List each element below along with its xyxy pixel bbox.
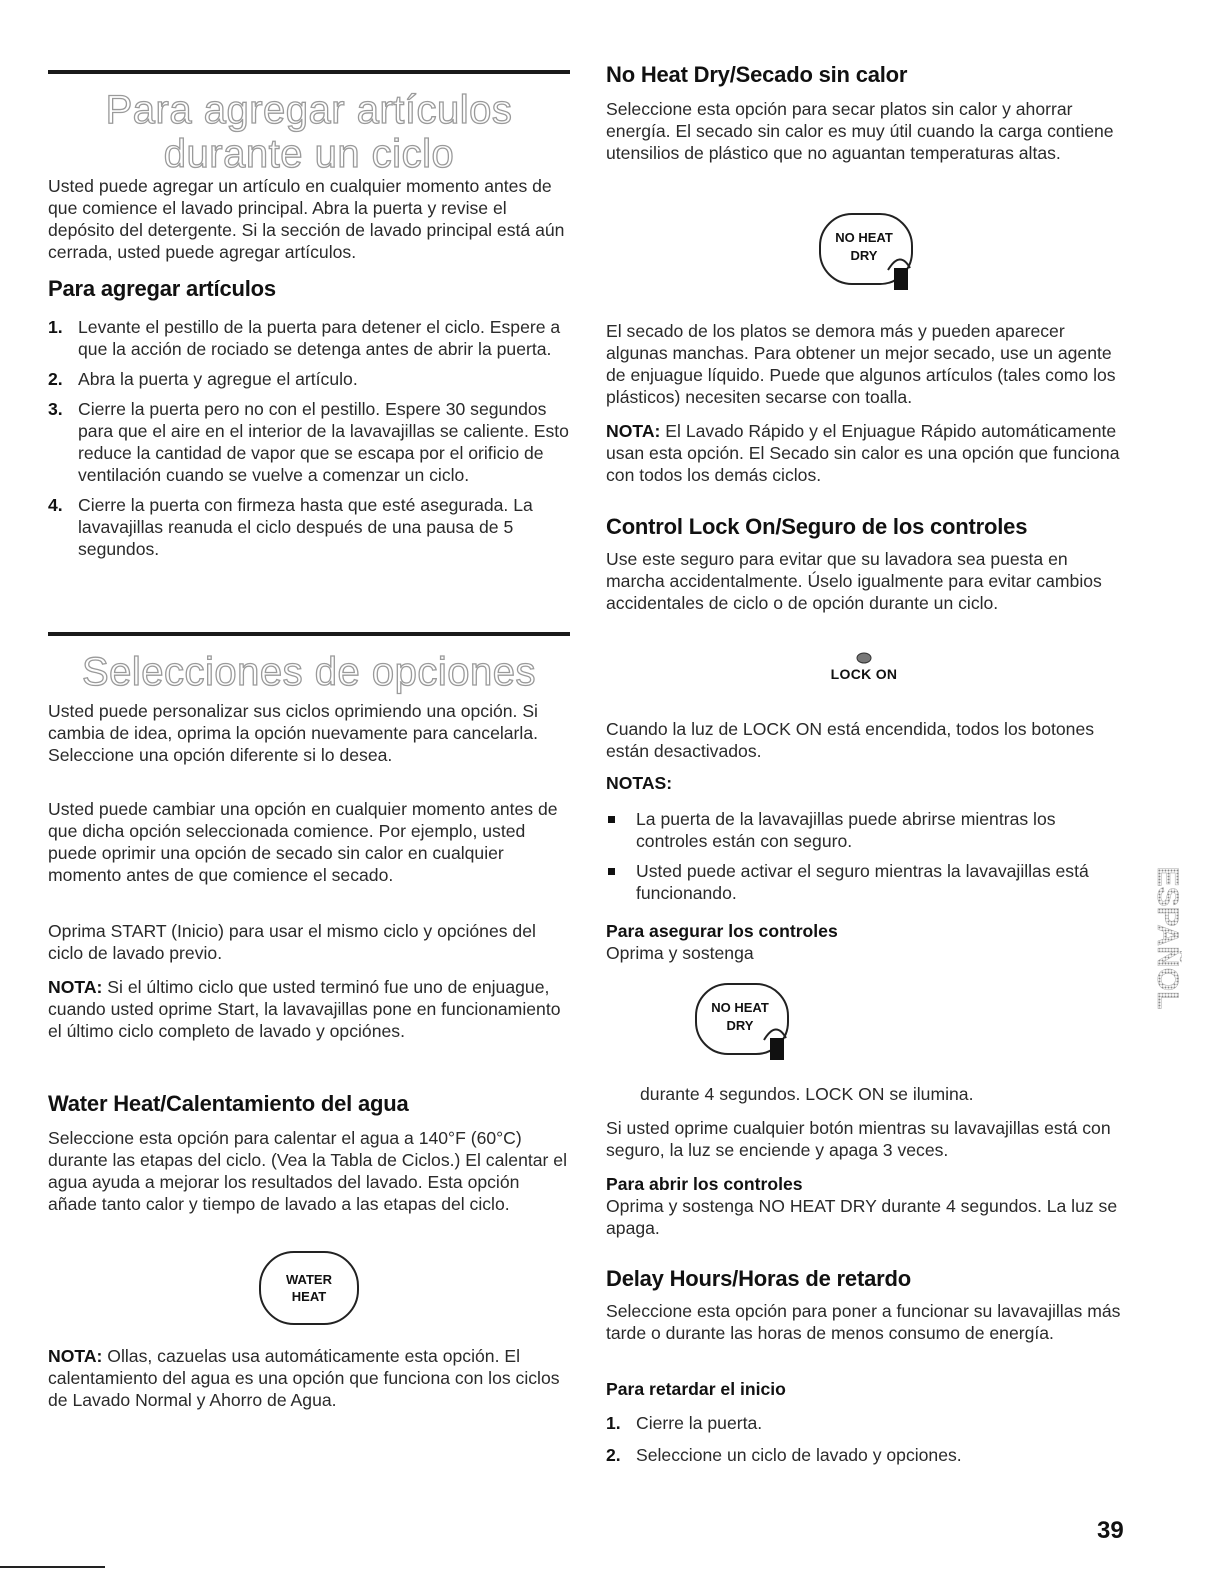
list-item [48,316,570,360]
step-text: Cierre la puerta. [636,1413,763,1433]
add-items-subheading: Para agregar artículos [48,276,276,301]
options-paragraph-2: Usted puede cambiar una opción en cualquier momento antes de que dicha opción seleccionada comience. Por ejemplo, usted puede oprimir una opción de secado sin calor en cualquier momento antes de que comience el secado. [48,799,558,885]
list-item [606,1412,1126,1434]
button-label-line: DRY [726,1018,754,1033]
bottom-edge-line [0,1566,105,1568]
note-item-text: Usted puede activar el seguro mientras la lavavajillas está funcionando. [636,861,1089,903]
delay-hours-text: Seleccione esta opción para poner a funcionar su lavavajillas más tarde o durante las horas de menos consumo de energía. [606,1301,1121,1343]
delay-steps [606,1412,1126,1466]
list-item [606,808,1126,852]
step-number: 2. [606,1445,621,1465]
list-item [48,398,570,486]
section-title-options: Selecciones de opciones [81,650,537,694]
language-side-tab [1150,818,1182,1058]
options-paragraph-3: Oprima START (Inicio) para usar el mismo ciclo y opciónes del ciclo de lavado previo. [48,921,536,963]
side-tab-label: ESPAÑOL [1151,866,1182,1010]
list-item [48,494,570,560]
lock-subheading: Para asegurar los controles [606,921,838,941]
bullet-icon [608,868,615,875]
note-text: Si el último ciclo que usted terminó fue uno de enjuague, cuando usted oprime Start, la lavavajillas pone en funcionamiento el último ciclo completo de lavado y opciónes. [48,977,561,1041]
note-label: NOTA: [48,977,103,997]
control-lock-text: Use este seguro para evitar que su lavadora sea puesta en marcha accidentalmente. Úselo igualmente para evitar cambios accidentales de ciclo o de opción durante un ciclo. [606,549,1102,613]
list-item [606,1444,1126,1466]
note-text: El Lavado Rápido y el Enjuague Rápido automáticamente usan esta opción. El Secado sin calor es una opción que funciona con todos los demás ciclos. [606,421,1120,485]
control-lock-heading: Control Lock On/Seguro de los controles [606,514,1028,539]
page-number: 39 [1097,1517,1124,1544]
list-item [48,368,570,390]
no-heat-dry-note [606,420,1126,486]
water-heat-button-icon [256,1248,362,1328]
delay-subheading: Para retardar el inicio [606,1379,786,1399]
lock-on-label: LOCK ON [830,666,898,682]
step-text: Abra la puerta y agregue el artículo. [78,369,358,389]
note-label: NOTA: [48,1346,103,1366]
lock-on-indicator [828,652,900,682]
water-heat-note [48,1345,570,1411]
lock-instruction: Oprima y sostenga [606,943,754,963]
lock-after-text: durante 4 segundos. LOCK ON se ilumina. [640,1084,974,1104]
options-paragraph-1: Usted puede personalizar sus ciclos oprimiendo una opción. Si cambia de idea, oprima la opción nuevamente para cancelarla. Seleccione una opción diferente si lo desea. [48,701,538,765]
lock-paragraph: Si usted oprime cualquier botón mientras su lavavajillas está con seguro, la luz se enciende y apaga 3 veces. [606,1118,1111,1160]
control-lock-notes [606,808,1126,904]
step-number: 1. [48,317,63,337]
button-label-line: NO HEAT [711,1000,769,1015]
step-text: Cierre la puerta pero no con el pestillo. Espere 30 segundos para que el aire en el interior de la lavavajillas se caliente. Esto reduce la cantidad de vapor que se escapa por el orificio de ventilación cuando se vuelve a comenzar un ciclo. [78,399,569,485]
button-label-line: DRY [850,248,878,263]
add-items-steps [48,316,570,560]
step-number: 3. [48,399,63,419]
section-rule [48,632,570,636]
step-text: Seleccione un ciclo de lavado y opciones. [636,1445,962,1465]
step-text: Cierre la puerta con firmeza hasta que esté asegurada. La lavavajillas reanuda el ciclo después de una pausa de 5 segundos. [78,495,533,559]
section-rule [48,70,570,74]
no-heat-dry-heading: No Heat Dry/Secado sin calor [606,62,908,87]
add-items-intro: Usted puede agregar un artículo en cualquier momento antes de que comience el lavado principal. Abra la puerta y revise el depósito del detergente. Si la sección de lavado principal está aún cerrada, usted puede agregar artículos. [48,176,565,262]
water-heat-text: Seleccione esta opción para calentar el agua a 140°F (60°C) durante las etapas del ciclo. (Vea la Tabla de Ciclos.) El calentar el agua ayuda a mejorar los resultados del lavado. Esta opción añade tanto calor y tiempo de lavado a las etapas del ciclo. [48,1128,567,1214]
unlock-subheading: Para abrir los controles [606,1174,803,1194]
delay-hours-heading: Delay Hours/Horas de retardo [606,1266,911,1291]
note-label: NOTA: [606,421,661,441]
button-label-line: HEAT [291,1289,327,1304]
title-line: Para agregar artículos [105,88,513,132]
step-number: 1. [606,1413,621,1433]
title-line: durante un ciclo [163,132,455,176]
step-number: 4. [48,495,63,515]
step-text: Levante el pestillo de la puerta para detener el ciclo. Espere a que la acción de rociado se detenga antes de abrir la puerta. [78,317,561,359]
step-number: 2. [48,369,63,389]
note-text: Ollas, cazuelas usa automáticamente esta opción. El calentamiento del agua es una opción que funciona con los ciclos de Lavado Normal y Ahorro de Agua. [48,1346,560,1410]
water-heat-heading: Water Heat/Calentamiento del agua [48,1091,409,1116]
list-item [606,860,1126,904]
notes-heading: NOTAS: [606,773,673,793]
unlock-instruction: Oprima y sostenga NO HEAT DRY durante 4 segundos. La luz se apaga. [606,1196,1118,1238]
no-heat-dry-button-icon-lock [690,978,796,1062]
lock-on-light-icon [856,652,872,664]
control-lock-text-2: Cuando la luz de LOCK ON está encendida, todos los botones están desactivados. [606,719,1095,761]
section-title-add-items [48,88,570,176]
no-heat-dry-button-icon [814,208,920,292]
button-label-line: WATER [286,1272,332,1287]
no-heat-dry-text-2: El secado de los platos se demora más y pueden aparecer algunas manchas. Para obtener un mejor secado, use un agente de enjuague líquido. Puede que algunos artículos (tales como los plásticos) necesiten secarse con toalla. [606,321,1116,407]
button-label-line: NO HEAT [835,230,893,245]
note-item-text: La puerta de la lavavajillas puede abrirse mientras los controles están con seguro. [636,809,1056,851]
options-note [48,976,570,1042]
no-heat-dry-text: Seleccione esta opción para secar platos sin calor y ahorrar energía. El secado sin calor es muy útil cuando la carga contiene utensilios de plástico que no aguantan temperaturas altas. [606,99,1114,163]
bullet-icon [608,816,615,823]
